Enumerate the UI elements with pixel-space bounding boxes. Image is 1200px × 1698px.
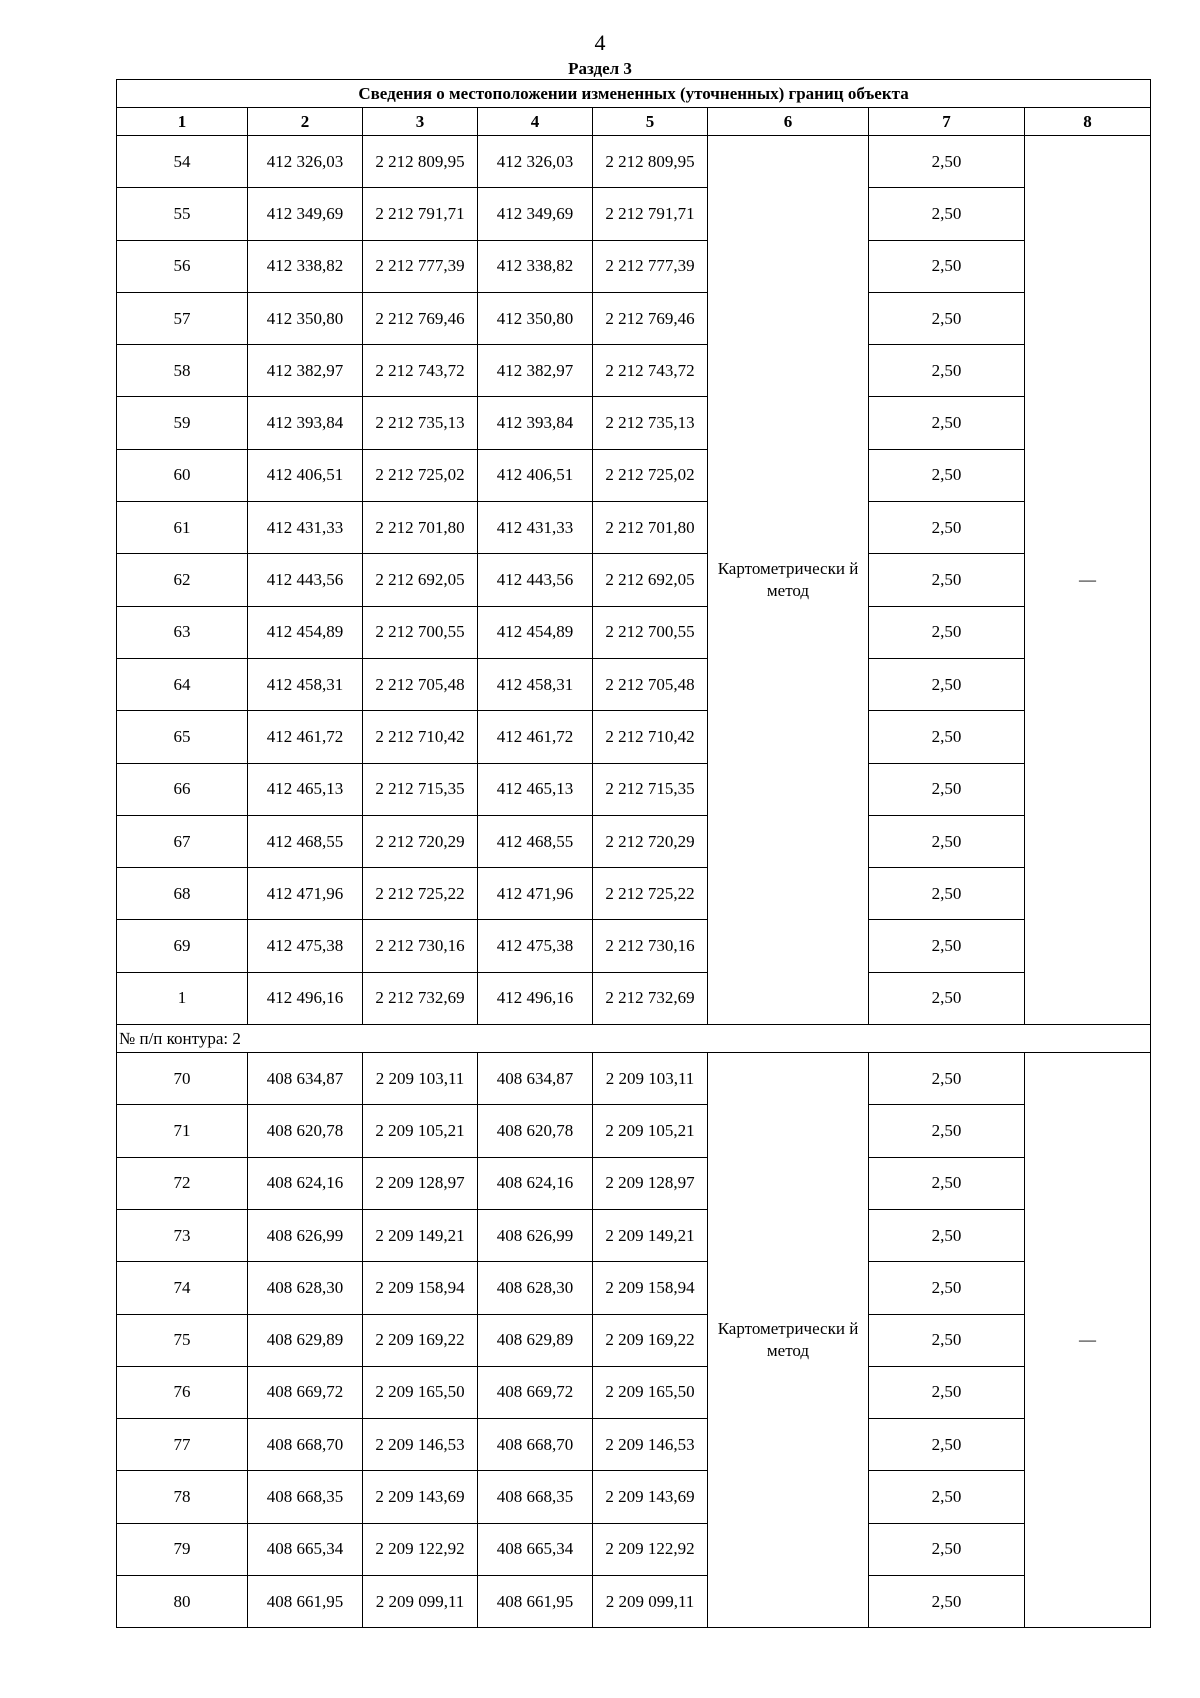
table-row (117, 606, 1151, 658)
y-new-cell: 2 212 715,35 (593, 763, 708, 815)
x-old-cell: 412 475,38 (248, 920, 363, 972)
y-old-cell: 2 212 715,35 (363, 763, 478, 815)
table-row (117, 1053, 1151, 1105)
x-new-cell: 412 382,97 (478, 345, 593, 397)
table-row (117, 763, 1151, 815)
accuracy-cell: 2,50 (869, 1314, 1025, 1366)
accuracy-cell: 2,50 (869, 658, 1025, 710)
accuracy-cell: 2,50 (869, 502, 1025, 554)
y-new-cell: 2 209 099,11 (593, 1576, 708, 1628)
x-new-cell: 408 629,89 (478, 1314, 593, 1366)
table-row (117, 449, 1151, 501)
table-row (117, 136, 1151, 188)
accuracy-cell: 2,50 (869, 1523, 1025, 1575)
accuracy-cell: 2,50 (869, 606, 1025, 658)
x-new-cell: 412 461,72 (478, 711, 593, 763)
y-new-cell: 2 209 165,50 (593, 1366, 708, 1418)
table-row (117, 711, 1151, 763)
point-number-cell: 68 (117, 868, 248, 920)
y-new-cell: 2 212 700,55 (593, 606, 708, 658)
point-number-cell: 65 (117, 711, 248, 763)
x-new-cell: 412 443,56 (478, 554, 593, 606)
x-old-cell: 412 443,56 (248, 554, 363, 606)
table-row (117, 240, 1151, 292)
x-old-cell: 408 668,70 (248, 1419, 363, 1471)
table-row (117, 502, 1151, 554)
x-old-cell: 412 461,72 (248, 711, 363, 763)
y-new-cell: 2 212 705,48 (593, 658, 708, 710)
y-old-cell: 2 209 122,92 (363, 1523, 478, 1575)
y-old-cell: 2 212 692,05 (363, 554, 478, 606)
point-number-cell: 75 (117, 1314, 248, 1366)
y-old-cell: 2 209 158,94 (363, 1262, 478, 1314)
contour-label: № п/п контура: 2 (117, 1025, 1151, 1053)
accuracy-cell: 2,50 (869, 397, 1025, 449)
y-new-cell: 2 209 122,92 (593, 1523, 708, 1575)
method-cell: Картометрически й метод (708, 1053, 869, 1628)
x-new-cell: 412 475,38 (478, 920, 593, 972)
column-header: 5 (593, 108, 708, 136)
x-new-cell: 412 465,13 (478, 763, 593, 815)
column-header: 2 (248, 108, 363, 136)
column-header: 7 (869, 108, 1025, 136)
y-old-cell: 2 209 128,97 (363, 1157, 478, 1209)
x-old-cell: 408 629,89 (248, 1314, 363, 1366)
table-row (117, 1471, 1151, 1523)
y-new-cell: 2 212 769,46 (593, 292, 708, 344)
y-old-cell: 2 212 725,02 (363, 449, 478, 501)
x-old-cell: 412 338,82 (248, 240, 363, 292)
y-new-cell: 2 212 809,95 (593, 136, 708, 188)
note-cell: — (1025, 136, 1151, 1025)
y-old-cell: 2 212 710,42 (363, 711, 478, 763)
y-new-cell: 2 209 103,11 (593, 1053, 708, 1105)
y-new-cell: 2 212 725,22 (593, 868, 708, 920)
point-number-cell: 73 (117, 1209, 248, 1261)
x-new-cell: 408 624,16 (478, 1157, 593, 1209)
point-number-cell: 71 (117, 1105, 248, 1157)
point-number-cell: 62 (117, 554, 248, 606)
x-old-cell: 408 665,34 (248, 1523, 363, 1575)
table-row (117, 815, 1151, 867)
x-new-cell: 412 406,51 (478, 449, 593, 501)
x-old-cell: 412 468,55 (248, 815, 363, 867)
point-number-cell: 66 (117, 763, 248, 815)
point-number-cell: 58 (117, 345, 248, 397)
table-row (117, 658, 1151, 710)
y-new-cell: 2 209 128,97 (593, 1157, 708, 1209)
x-old-cell: 408 661,95 (248, 1576, 363, 1628)
point-number-cell: 55 (117, 188, 248, 240)
y-new-cell: 2 212 725,02 (593, 449, 708, 501)
column-header: 6 (708, 108, 869, 136)
y-new-cell: 2 209 105,21 (593, 1105, 708, 1157)
y-old-cell: 2 212 791,71 (363, 188, 478, 240)
point-number-cell: 79 (117, 1523, 248, 1575)
accuracy-cell: 2,50 (869, 1053, 1025, 1105)
accuracy-cell: 2,50 (869, 1419, 1025, 1471)
point-number-cell: 54 (117, 136, 248, 188)
x-old-cell: 412 496,16 (248, 972, 363, 1024)
x-new-cell: 412 326,03 (478, 136, 593, 188)
point-number-cell: 77 (117, 1419, 248, 1471)
column-header: 1 (117, 108, 248, 136)
y-old-cell: 2 212 701,80 (363, 502, 478, 554)
point-number-cell: 72 (117, 1157, 248, 1209)
accuracy-cell: 2,50 (869, 763, 1025, 815)
accuracy-cell: 2,50 (869, 815, 1025, 867)
point-number-cell: 57 (117, 292, 248, 344)
y-old-cell: 2 209 099,11 (363, 1576, 478, 1628)
accuracy-cell: 2,50 (869, 188, 1025, 240)
x-new-cell: 412 471,96 (478, 868, 593, 920)
point-number-cell: 78 (117, 1471, 248, 1523)
accuracy-cell: 2,50 (869, 1262, 1025, 1314)
point-number-cell: 60 (117, 449, 248, 501)
y-new-cell: 2 212 701,80 (593, 502, 708, 554)
point-number-cell: 56 (117, 240, 248, 292)
table-row (117, 1105, 1151, 1157)
accuracy-cell: 2,50 (869, 1471, 1025, 1523)
method-cell: Картометрически й метод (708, 136, 869, 1025)
table-row (117, 188, 1151, 240)
x-new-cell: 412 350,80 (478, 292, 593, 344)
point-number-cell: 64 (117, 658, 248, 710)
x-old-cell: 408 668,35 (248, 1471, 363, 1523)
x-new-cell: 408 668,35 (478, 1471, 593, 1523)
y-old-cell: 2 209 169,22 (363, 1314, 478, 1366)
x-new-cell: 412 458,31 (478, 658, 593, 710)
x-new-cell: 412 338,82 (478, 240, 593, 292)
y-new-cell: 2 212 732,69 (593, 972, 708, 1024)
y-new-cell: 2 209 143,69 (593, 1471, 708, 1523)
y-old-cell: 2 209 105,21 (363, 1105, 478, 1157)
column-header: 8 (1025, 108, 1151, 136)
accuracy-cell: 2,50 (869, 1105, 1025, 1157)
y-new-cell: 2 212 743,72 (593, 345, 708, 397)
x-new-cell: 412 496,16 (478, 972, 593, 1024)
y-old-cell: 2 212 732,69 (363, 972, 478, 1024)
table-row (117, 1366, 1151, 1418)
y-new-cell: 2 212 720,29 (593, 815, 708, 867)
x-new-cell: 408 620,78 (478, 1105, 593, 1157)
table-row (117, 292, 1151, 344)
x-old-cell: 408 620,78 (248, 1105, 363, 1157)
section-title: Раздел 3 (568, 59, 632, 78)
point-number-cell: 63 (117, 606, 248, 658)
y-old-cell: 2 212 809,95 (363, 136, 478, 188)
y-new-cell: 2 212 730,16 (593, 920, 708, 972)
table-row (117, 1314, 1151, 1366)
x-old-cell: 412 471,96 (248, 868, 363, 920)
y-new-cell: 2 212 777,39 (593, 240, 708, 292)
y-new-cell: 2 212 791,71 (593, 188, 708, 240)
accuracy-cell: 2,50 (869, 920, 1025, 972)
note-cell: — (1025, 1053, 1151, 1628)
table-row (117, 1262, 1151, 1314)
x-old-cell: 408 634,87 (248, 1053, 363, 1105)
x-new-cell: 408 668,70 (478, 1419, 593, 1471)
point-number-cell: 69 (117, 920, 248, 972)
y-old-cell: 2 212 705,48 (363, 658, 478, 710)
column-header-row (117, 108, 1151, 136)
contour-row (117, 1025, 1151, 1053)
point-number-cell: 74 (117, 1262, 248, 1314)
x-new-cell: 408 626,99 (478, 1209, 593, 1261)
x-new-cell: 412 393,84 (478, 397, 593, 449)
table-row (117, 868, 1151, 920)
accuracy-cell: 2,50 (869, 1576, 1025, 1628)
point-number-cell: 61 (117, 502, 248, 554)
y-old-cell: 2 212 720,29 (363, 815, 478, 867)
y-old-cell: 2 209 146,53 (363, 1419, 478, 1471)
y-old-cell: 2 212 743,72 (363, 345, 478, 397)
y-old-cell: 2 209 165,50 (363, 1366, 478, 1418)
accuracy-cell: 2,50 (869, 449, 1025, 501)
y-new-cell: 2 209 169,22 (593, 1314, 708, 1366)
y-new-cell: 2 212 692,05 (593, 554, 708, 606)
accuracy-cell: 2,50 (869, 711, 1025, 763)
x-new-cell: 412 349,69 (478, 188, 593, 240)
x-old-cell: 412 326,03 (248, 136, 363, 188)
x-new-cell: 408 634,87 (478, 1053, 593, 1105)
accuracy-cell: 2,50 (869, 868, 1025, 920)
y-new-cell: 2 209 146,53 (593, 1419, 708, 1471)
y-old-cell: 2 212 769,46 (363, 292, 478, 344)
x-new-cell: 408 628,30 (478, 1262, 593, 1314)
point-number-cell: 67 (117, 815, 248, 867)
x-old-cell: 408 628,30 (248, 1262, 363, 1314)
y-old-cell: 2 212 725,22 (363, 868, 478, 920)
x-new-cell: 412 454,89 (478, 606, 593, 658)
accuracy-cell: 2,50 (869, 1209, 1025, 1261)
point-number-cell: 76 (117, 1366, 248, 1418)
y-new-cell: 2 209 158,94 (593, 1262, 708, 1314)
accuracy-cell: 2,50 (869, 1366, 1025, 1418)
accuracy-cell: 2,50 (869, 554, 1025, 606)
table-title: Сведения о местоположении измененных (уточненных) границ объекта (117, 80, 1151, 108)
x-old-cell: 412 393,84 (248, 397, 363, 449)
y-new-cell: 2 212 710,42 (593, 711, 708, 763)
y-old-cell: 2 212 777,39 (363, 240, 478, 292)
table-row (117, 397, 1151, 449)
table-row (117, 1523, 1151, 1575)
x-old-cell: 412 458,31 (248, 658, 363, 710)
x-new-cell: 408 661,95 (478, 1576, 593, 1628)
x-old-cell: 412 465,13 (248, 763, 363, 815)
point-number-cell: 70 (117, 1053, 248, 1105)
x-new-cell: 408 665,34 (478, 1523, 593, 1575)
accuracy-cell: 2,50 (869, 972, 1025, 1024)
column-header: 3 (363, 108, 478, 136)
x-old-cell: 412 382,97 (248, 345, 363, 397)
column-header: 4 (478, 108, 593, 136)
table-row (117, 554, 1151, 606)
table-row (117, 972, 1151, 1024)
coordinates-table (116, 79, 1151, 1628)
table-row (117, 1157, 1151, 1209)
x-old-cell: 412 349,69 (248, 188, 363, 240)
y-old-cell: 2 209 103,11 (363, 1053, 478, 1105)
x-old-cell: 412 431,33 (248, 502, 363, 554)
x-old-cell: 408 626,99 (248, 1209, 363, 1261)
x-old-cell: 412 406,51 (248, 449, 363, 501)
y-old-cell: 2 209 143,69 (363, 1471, 478, 1523)
x-old-cell: 408 669,72 (248, 1366, 363, 1418)
x-new-cell: 408 669,72 (478, 1366, 593, 1418)
point-number-cell: 80 (117, 1576, 248, 1628)
x-old-cell: 412 350,80 (248, 292, 363, 344)
x-old-cell: 412 454,89 (248, 606, 363, 658)
accuracy-cell: 2,50 (869, 345, 1025, 397)
y-old-cell: 2 212 730,16 (363, 920, 478, 972)
accuracy-cell: 2,50 (869, 1157, 1025, 1209)
x-old-cell: 408 624,16 (248, 1157, 363, 1209)
y-old-cell: 2 212 735,13 (363, 397, 478, 449)
table-row (117, 1209, 1151, 1261)
y-new-cell: 2 209 149,21 (593, 1209, 708, 1261)
accuracy-cell: 2,50 (869, 136, 1025, 188)
y-old-cell: 2 212 700,55 (363, 606, 478, 658)
table-row (117, 1576, 1151, 1628)
accuracy-cell: 2,50 (869, 292, 1025, 344)
page-number: 4 (594, 30, 606, 55)
accuracy-cell: 2,50 (869, 240, 1025, 292)
point-number-cell: 59 (117, 397, 248, 449)
table-row (117, 1419, 1151, 1471)
x-new-cell: 412 431,33 (478, 502, 593, 554)
y-old-cell: 2 209 149,21 (363, 1209, 478, 1261)
x-new-cell: 412 468,55 (478, 815, 593, 867)
table-row (117, 920, 1151, 972)
y-new-cell: 2 212 735,13 (593, 397, 708, 449)
table-row (117, 345, 1151, 397)
point-number-cell: 1 (117, 972, 248, 1024)
